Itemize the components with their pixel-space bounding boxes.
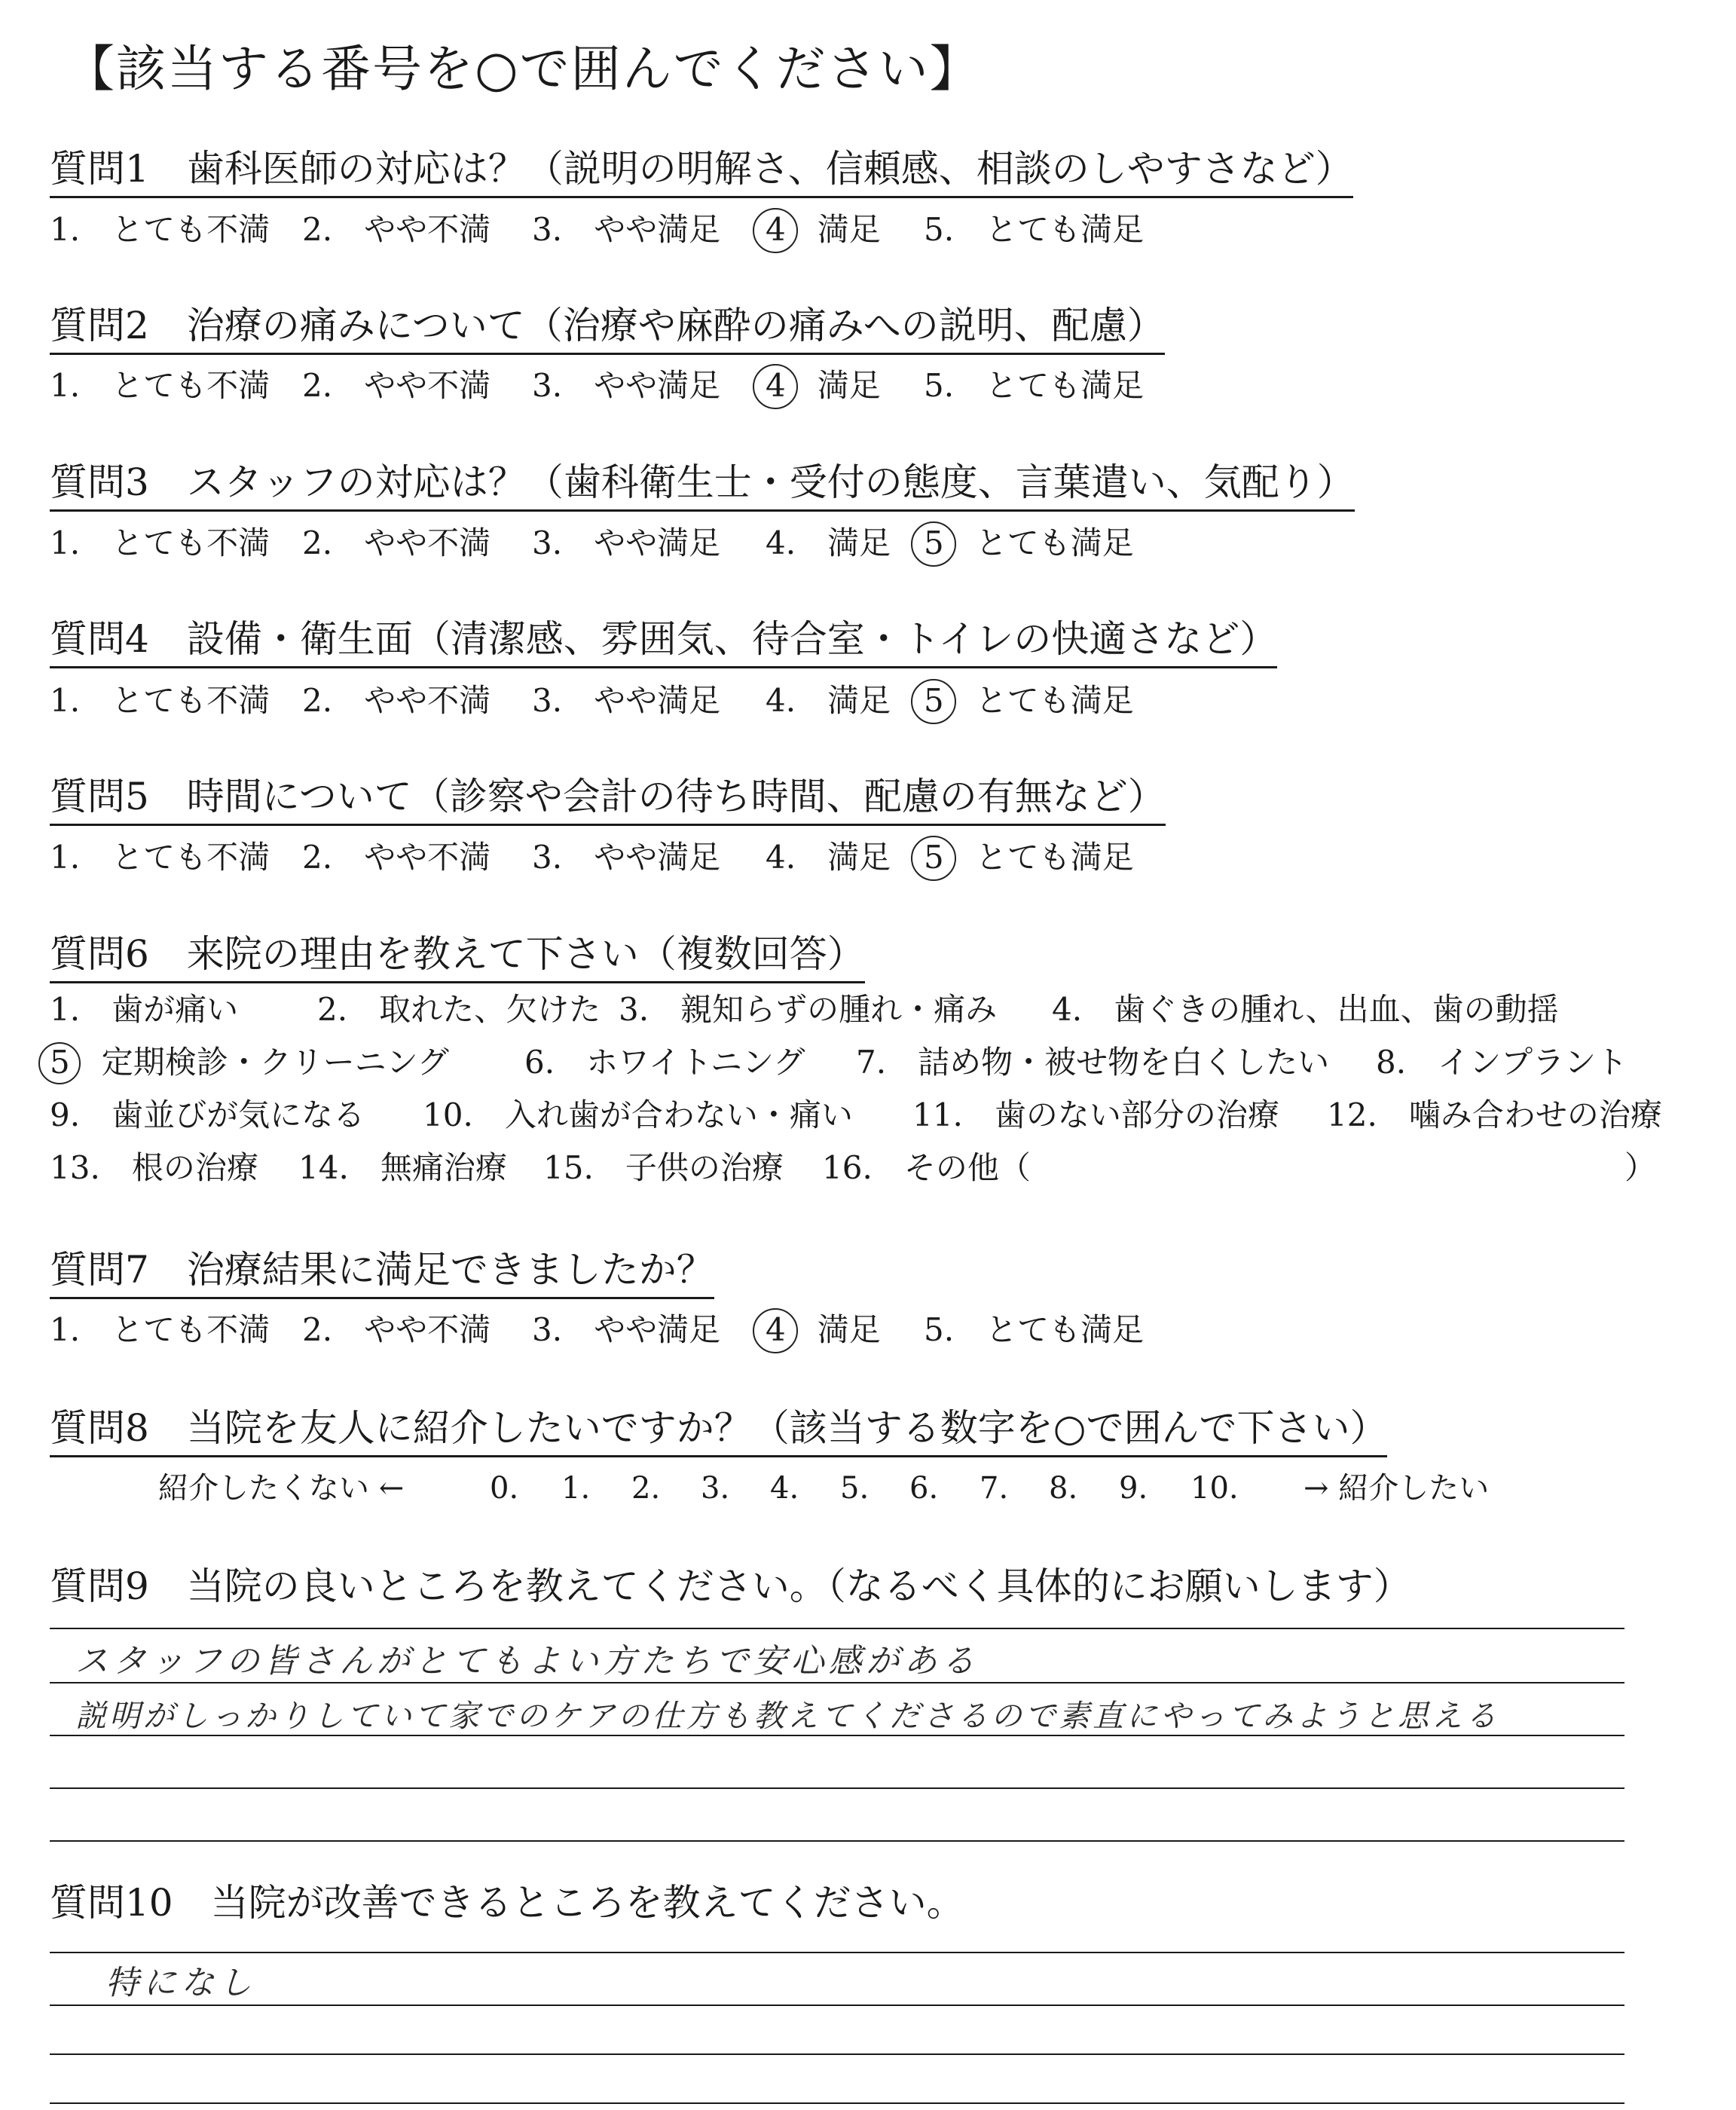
rating-option-number: 1. [50,839,81,876]
question-4-title: 質問4 設備・衛生面（清潔感、雰囲気、待合室・トイレの快適さなど） [50,616,1277,668]
rating-option-selected[interactable] [924,682,1134,720]
scale-number[interactable]: 6. [909,1471,939,1506]
rating-option[interactable] [532,1311,720,1349]
other-close-paren: ） [1624,1149,1657,1186]
rating-option-label: やや不満 [364,1311,491,1348]
scale-number[interactable]: 5. [840,1471,870,1506]
rating-option-label: やや不満 [364,524,491,561]
rating-option-label: やや満足 [594,524,721,561]
rating-option-label: とても不満 [112,524,270,561]
scale-number[interactable]: 10. [1190,1471,1239,1506]
question-10-title: 質問10 当院が改善できるところを教えてください。 [50,1881,964,1925]
question-6-item[interactable]: 8. インプラント [1376,1044,1628,1081]
question-9-answer-line-1: スタッフの皆さんがとてもよい方たちで安心感がある [75,1642,980,1680]
rating-option-label: とても不満 [112,1311,270,1348]
rating-option[interactable] [532,524,720,562]
question-8-title: 質問8 当院を友人に紹介したいですか？（該当する数字を○で囲んで下さい） [50,1405,1387,1457]
rating-option-label: 満足 [817,211,881,248]
answer-line [50,1952,1624,1953]
rating-option[interactable] [766,682,891,720]
question-6-item[interactable]: 2. 取れた、欠けた [317,991,601,1028]
question-6-item[interactable]: 12. 噛み合わせの治療 [1327,1096,1662,1133]
scale-left-label: 紹介したくない ← [158,1471,405,1506]
rating-option-number: 2. [302,524,333,561]
rating-option-selected[interactable] [924,839,1134,876]
answer-line [50,2102,1624,2104]
answer-line [50,1787,1624,1789]
rating-option-label: やや満足 [594,367,721,404]
question-6-row [50,1089,1692,1142]
rating-option-number: 4. [766,524,796,561]
rating-option-number: 4 [766,367,786,404]
rating-option-number: 1. [50,1311,81,1348]
rating-option-label: とても不満 [112,211,270,248]
rating-option-label: やや不満 [364,682,491,719]
scale-number[interactable]: 3. [701,1471,730,1506]
scale-number[interactable]: 2. [631,1471,661,1506]
question-6-item-selected[interactable]: 5 定期検診・クリーニング [50,1036,449,1089]
question-10-answer: 特になし [105,1964,256,2002]
rating-option[interactable] [50,367,270,405]
rating-option-number: 4. [766,839,796,876]
rating-option[interactable] [50,211,270,249]
scale-number[interactable]: 0. [490,1471,519,1506]
rating-option-number: 4 [766,1311,786,1348]
rating-option-number: 4. [766,682,796,719]
rating-option[interactable] [766,839,891,876]
rating-option[interactable] [924,1311,1144,1349]
rating-option-label: 満足 [817,1311,881,1348]
scale-number[interactable]: 1. [561,1471,591,1506]
scale-number[interactable]: 9. [1119,1471,1148,1506]
rating-option[interactable] [532,211,720,249]
rating-option-number: 3. [532,1311,563,1348]
rating-option[interactable] [766,524,891,562]
rating-option-number: 2. [302,1311,333,1348]
rating-option-label: 満足 [827,839,891,876]
rating-option-number: 5. [924,211,955,248]
question-6-row [50,983,1692,1036]
question-6-row [50,1036,1692,1089]
question-9-answer-line-2: 説明がしっかりしていて家でのケアの仕方も教えてくださるので素直にやってみようと思える [75,1698,1499,1734]
rating-option-number: 1. [50,211,81,248]
scale-number[interactable]: 8. [1049,1471,1078,1506]
question-1-title: 質問1 歯科医師の対応は？（説明の明解さ、信頼感、相談のしやすさなど） [50,146,1353,198]
question-6-item[interactable]: 14. 無痛治療 [298,1149,507,1186]
question-6-item-other[interactable]: 16. その他（ [822,1149,1031,1186]
rating-option[interactable] [302,524,491,562]
rating-option-label: 満足 [827,682,891,719]
survey-heading: 【該当する番号を○で囲んでください】 [65,40,981,98]
rating-option[interactable] [532,839,720,876]
rating-option-number: 2. [302,682,333,719]
question-6-item[interactable]: 11. 歯のない部分の治療 [912,1096,1279,1133]
rating-option-label: とても満足 [986,1311,1145,1348]
rating-option[interactable] [50,839,270,876]
rating-option[interactable] [50,1311,270,1349]
answer-line [50,1628,1624,1629]
rating-option-label: 満足 [817,367,881,404]
rating-option-selected[interactable] [766,367,881,405]
rating-option-label: とても満足 [986,211,1145,248]
rating-option-label: やや不満 [364,367,491,404]
rating-option-label: やや満足 [594,211,721,248]
rating-option-label: やや満足 [594,682,721,719]
question-5-title: 質問5 時間について（診察や会計の待ち時間、配慮の有無など） [50,774,1166,826]
rating-option-number: 3. [532,839,563,876]
rating-option-number: 3. [532,367,563,404]
rating-option-number: 1. [50,682,81,719]
rating-option-number: 5. [924,367,955,404]
rating-option-label: やや満足 [594,1311,721,1348]
rating-option[interactable] [302,1311,491,1349]
rating-option-number: 5 [924,839,944,876]
rating-option-number: 2. [302,839,333,876]
rating-option-selected[interactable] [924,524,1134,562]
scale-number[interactable]: 7. [980,1471,1009,1506]
rating-option-label: とても満足 [986,367,1145,404]
question-2-title: 質問2 治療の痛みについて（治療や麻酔の痛みへの説明、配慮） [50,303,1165,355]
question-7-title: 質問7 治療結果に満足できましたか？ [50,1247,714,1299]
rating-option-number: 3. [532,524,563,561]
rating-option[interactable] [302,367,491,405]
rating-option-number: 1. [50,524,81,561]
question-6-options [50,983,1692,1194]
answer-line [50,2053,1624,2055]
rating-option-label: とても満足 [975,524,1134,561]
rating-option[interactable] [924,367,1144,405]
rating-option-selected[interactable] [766,1311,881,1349]
scale-number[interactable]: 4. [770,1471,799,1506]
rating-option-label: やや不満 [364,211,491,248]
question-6-item[interactable]: 10. 入れ歯が合わない・痛い [423,1096,853,1133]
rating-option-number: 2. [302,367,333,404]
question-6-item[interactable]: 3. 親知らずの腫れ・痛み [619,991,998,1028]
question-6-item[interactable]: 9. 歯並びが気になる [50,1096,365,1133]
rating-option-label: やや不満 [364,839,491,876]
rating-option[interactable] [302,682,491,720]
rating-option-number: 5 [924,682,944,719]
rating-option-number: 3. [532,682,563,719]
scale-right-label: → 紹介したい [1304,1471,1490,1506]
rating-option-selected[interactable] [766,211,881,249]
rating-option[interactable] [50,524,270,562]
rating-option[interactable] [924,211,1144,249]
rating-option-number: 5 [924,524,944,561]
rating-option[interactable] [302,211,491,249]
rating-option-label: 満足 [827,524,891,561]
question-9-title: 質問9 当院の良いところを教えてください。（なるべく具体的にお願いします） [50,1564,1411,1608]
question-6-row [50,1142,1692,1194]
question-6-item[interactable]: 4. 歯ぐきの腫れ、出血、歯の動揺 [1052,991,1559,1028]
question-6-item[interactable]: 1. 歯が痛い [50,991,239,1028]
rating-option-label: とても不満 [112,682,270,719]
rating-option-number: 2. [302,211,333,248]
question-3-title: 質問3 スタッフの対応は？（歯科衛生士・受付の態度、言葉遣い、気配り） [50,460,1355,512]
question-6-item[interactable]: 7. 詰め物・被せ物を白くしたい [856,1044,1330,1081]
rating-option[interactable] [532,682,720,720]
question-6-item[interactable]: 13. 根の治療 [50,1149,258,1186]
rating-option-label: とても不満 [112,839,270,876]
answer-line [50,1682,1624,1683]
rating-option[interactable] [532,367,720,405]
rating-option-label: とても満足 [975,682,1134,719]
question-6-item[interactable]: 6. ホワイトニング [524,1044,805,1081]
rating-option-label: やや満足 [594,839,721,876]
question-6-title: 質問6 来院の理由を教えて下さい（複数回答） [50,931,865,983]
rating-option-label: とても満足 [975,839,1134,876]
answer-line [50,1840,1624,1842]
rating-option-number: 4 [766,211,786,248]
rating-option-number: 1. [50,367,81,404]
rating-option-number: 3. [532,211,563,248]
rating-option[interactable] [50,682,270,720]
rating-option-number: 5. [924,1311,955,1348]
answer-line [50,2004,1624,2006]
rating-option-label: とても不満 [112,367,270,404]
rating-option[interactable] [302,839,491,876]
question-6-item[interactable]: 15. 子供の治療 [543,1149,784,1186]
